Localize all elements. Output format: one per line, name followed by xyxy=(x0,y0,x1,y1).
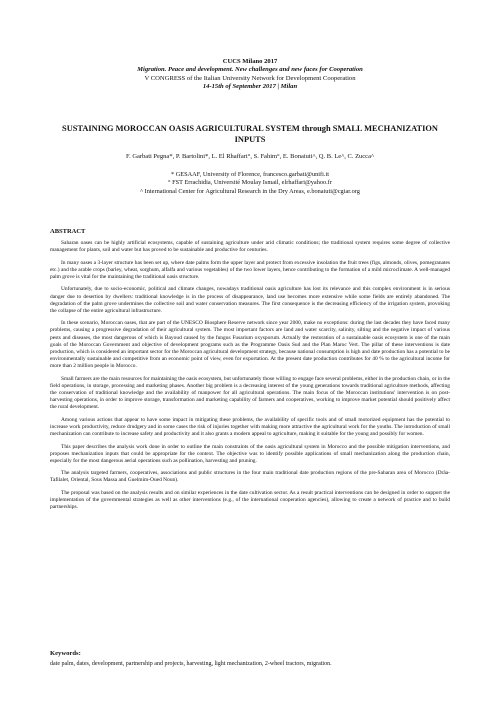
affiliations xyxy=(40,171,460,196)
abstract-paragraph: In these scenario, Moroccan oases, that are part of the UNESCO Biosphere Reserve network since year 2000, make no exceptions: during the last decades they have faced many problems, causing a progressive degradation of their agricultural system. The most important factors are land and water scarcity, salinity, silting and the negative impact of various pests and diseases, the most dangerous of which is Bayoud caused by the fungus Fusarium oxysporum. Actually the restoration of a sustainable oasis ecosystem is one of the main goals of the Moroccan Government and objective of development programs such as the Programme Oasis Sud and the Plan Maroc Vert. The pillar of these interventions is date production, which is considered an important sector for the Moroccan agricultural development strategy, because national consumption is high and date production has a potential to be environmentally sustainable and competitive from an economic point of view, even for exportation. At the present date production contributes for 40 % to the agricultural income for more than 2 million people in Morocco. xyxy=(50,320,450,370)
conference-dates: 14-15th of September 2017 | Milan xyxy=(202,83,298,91)
abstract-paragraph: Saharan oases can be highly artificial ecosystems, capable of sustaining agriculture under arid climatic conditions; the traditional system requires some degree of collective management for plants, soil and water but has proved to be sustainable and productive for centuries. xyxy=(50,240,450,254)
conference-name: CUCS Milano 2017 xyxy=(222,58,278,65)
conference-theme: Migration. Peace and development. New challenges and new faces for Cooperation xyxy=(137,66,363,74)
abstract-heading: ABSTRACT xyxy=(50,228,86,235)
abstract-paragraph: Unfortunately, due to socio-economic, political and climate changes, nowadays traditional oasis agriculture has lost its relevance and this complex environment is in serious danger due to desertion by dwellers: traditional knowledge is in the process of disappearance, land use becomes more extensive while some fields are entirely abandoned. The degradation of the palm grove undermines the collective soil and water conservation measures. The first consequence is the decreasing efficiency of the irrigation system, provoking the collapse of the entire agricultural infrastructure. xyxy=(50,286,450,314)
affiliation-item: * GESAAF, University of Florence, francesco.garbati@unifi.it xyxy=(171,171,329,178)
keywords-list: date palm, dates, development, partnership and projects, harvesting, light mechanization, 2-wheel tractors, migration. xyxy=(50,661,332,667)
abstract-paragraph: Small farmers are the main resources for maintaining the oasis ecosystem, but unfortunately those willing to engage face several problems, either in the production chain, or in the field operations, in storage, processing and marketing phases. Another big problem is a decreasing interest of the young generations towards traditional agriculture methods, affecting the conservation of traditional knowledge and the availability of manpower for all agricultural operations. The main focus of the Moroccan institutions' intervention is on post-harvesting operations, in order to improve storage, transformation and marketing capability of farmers and cooperatives, working to improve market potential should positively affect the rural development. xyxy=(50,375,450,411)
abstract-paragraph: The proposal was based on the analysis results and on similar experiences in the date cultivation sector. As a result practical interventions can be designed in order to support the implementation of the governmental strategies as well as other interventions (e.g., of the international cooperation agencies), allowing to create a network of practice and to build partnerships. xyxy=(50,489,450,511)
conference-congress: V CONGRESS of the Italian University Network for Development Cooperation xyxy=(144,74,356,82)
abstract-body xyxy=(50,240,450,517)
paper-title: SUSTAINING MOROCCAN OASIS AGRICULTURAL SYSTEM through SMALL MECHANIZATION INPUTS xyxy=(62,124,438,144)
abstract-paragraph: In many oases a 3-layer structure has been set up, where date palms form the upper layer and protect from excessive insolation the fruit trees (figs, almonds, olives, pomegranates etc.) and the arable crops (barley, wheat, sorghum, alfalfa and various vegetables) of the two lower layers, hence contributing to the formation of a mild microclimate. A well-managed palm grove is vital for the maintaining the traditional oasis structure. xyxy=(50,259,450,280)
keywords-heading: Keywords: xyxy=(50,650,81,657)
affiliation-item: ^ International Center for Agricultural Research in the Dry Areas, e.bonaiuti@cgiar.org xyxy=(140,187,360,195)
abstract-paragraph: The analysis targeted farmers, cooperatives, associations and public structures in the four main traditional date production regions of the pre-Saharan area of Morocco (Drâa-Tafilalet, Oriental, Sous Massa and Guelmim-Oued Noun). xyxy=(50,470,450,484)
conference-header xyxy=(40,58,460,92)
abstract-paragraph: Among various actions that appear to have some impact in mitigating these problems, the availability of specific tools and of small motorized equipment has the potential to increase work productivity, reduce drudgery and in some cases the risk of injuries together with making more attractive the agricultural work for the youths. The introduction of small mechanization can contribute to increase safety and productivity and it also grants a modern appeal to agriculture, making it suitable for the young and possibly for women. xyxy=(50,416,450,438)
abstract-paragraph: This paper describes the analysis work done in order to outline the main constraints of the oasis agricultural system in Morocco and the possible mitigation interventions, and proposes mechanization inputs that could be appropriate for the context. The objective was to identify possible applications of small mechanization along the production chain, especially for the most dangerous aerial operations such as pollination, harvesting and pruning. xyxy=(50,443,450,464)
affiliation-item: ° FST Errachidia, Université Moulay Ismail, elrhaffari@yahoo.fr xyxy=(168,179,332,187)
author-list: F. Garbati Pegna*, P. Bartolini*, L. El Rhaffari°, S. Fahim°, E. Bonaiuti^, Q. B. Le^, C. Zucca^ xyxy=(125,153,375,160)
